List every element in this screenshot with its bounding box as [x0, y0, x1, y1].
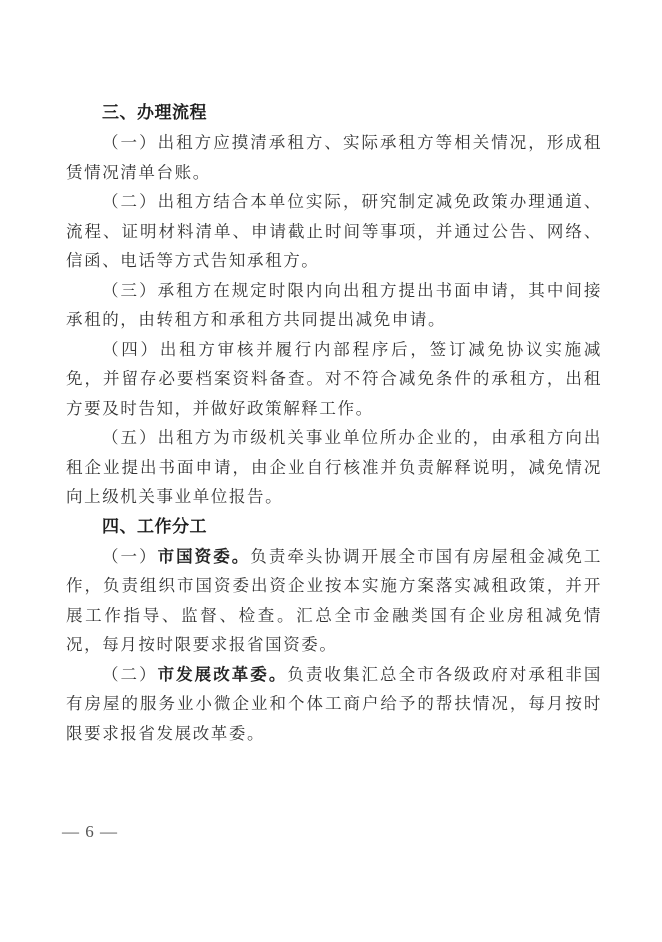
- responsible-agency: 市国资委。: [157, 546, 251, 566]
- paragraph-process-1: （一）出租方应摸清承租方、实际承租方等相关情况，形成租赁情况清单台账。: [66, 133, 602, 182]
- paragraph-duty-sasac: [66, 542, 602, 660]
- section-heading-process: 三、办理流程: [102, 103, 207, 123]
- document-page: [66, 98, 602, 748]
- page-number: — 6 —: [62, 822, 118, 841]
- item-prefix: （一）: [102, 546, 158, 566]
- item-prefix: （二）: [102, 664, 158, 684]
- duty-text: 负责牵头协调开展全市国有房屋租金减免工作，负责组织市国资委出资企业按本实施方案落实减租政策，并开展工作指导、监督、检查。汇总全市金融类国有企业房租减免情况，每月按时限要求报省国资委。: [66, 546, 602, 654]
- duty-text: 负责收集汇总全市各级政府对承租非国有房屋的服务业小微企业和个体工商户给予的帮扶情况，每月按时限要求报省发展改革委。: [66, 664, 603, 743]
- paragraph-duty-ndrc: [66, 660, 602, 749]
- paragraph-process-3: （三）承租方在规定时限内向出租方提出书面申请，其中间接承租的，由转租方和承租方共同提出减免申请。: [66, 280, 602, 329]
- section-heading-division-of-work: 四、工作分工: [102, 516, 207, 537]
- paragraph-process-2: （二）出租方结合本单位实际，研究制定减免政策办理通道、流程、证明材料清单、申请截止时间等事项，并通过公告、网络、信函、电话等方式告知承租方。: [66, 192, 602, 270]
- paragraph-process-4: （四）出租方审核并履行内部程序后，签订减免协议实施减免，并留存必要档案资料备查。对不符合减免条件的承租方，出租方要及时告知，并做好政策解释工作。: [66, 339, 602, 418]
- paragraph-process-5: （五）出租方为市级机关事业单位所办企业的，由承租方向出租企业提出书面申请，由企业自行核准并负责解释说明，减免情况向上级机关事业单位报告。: [66, 428, 602, 506]
- responsible-agency: 市发展改革委。: [157, 664, 288, 684]
